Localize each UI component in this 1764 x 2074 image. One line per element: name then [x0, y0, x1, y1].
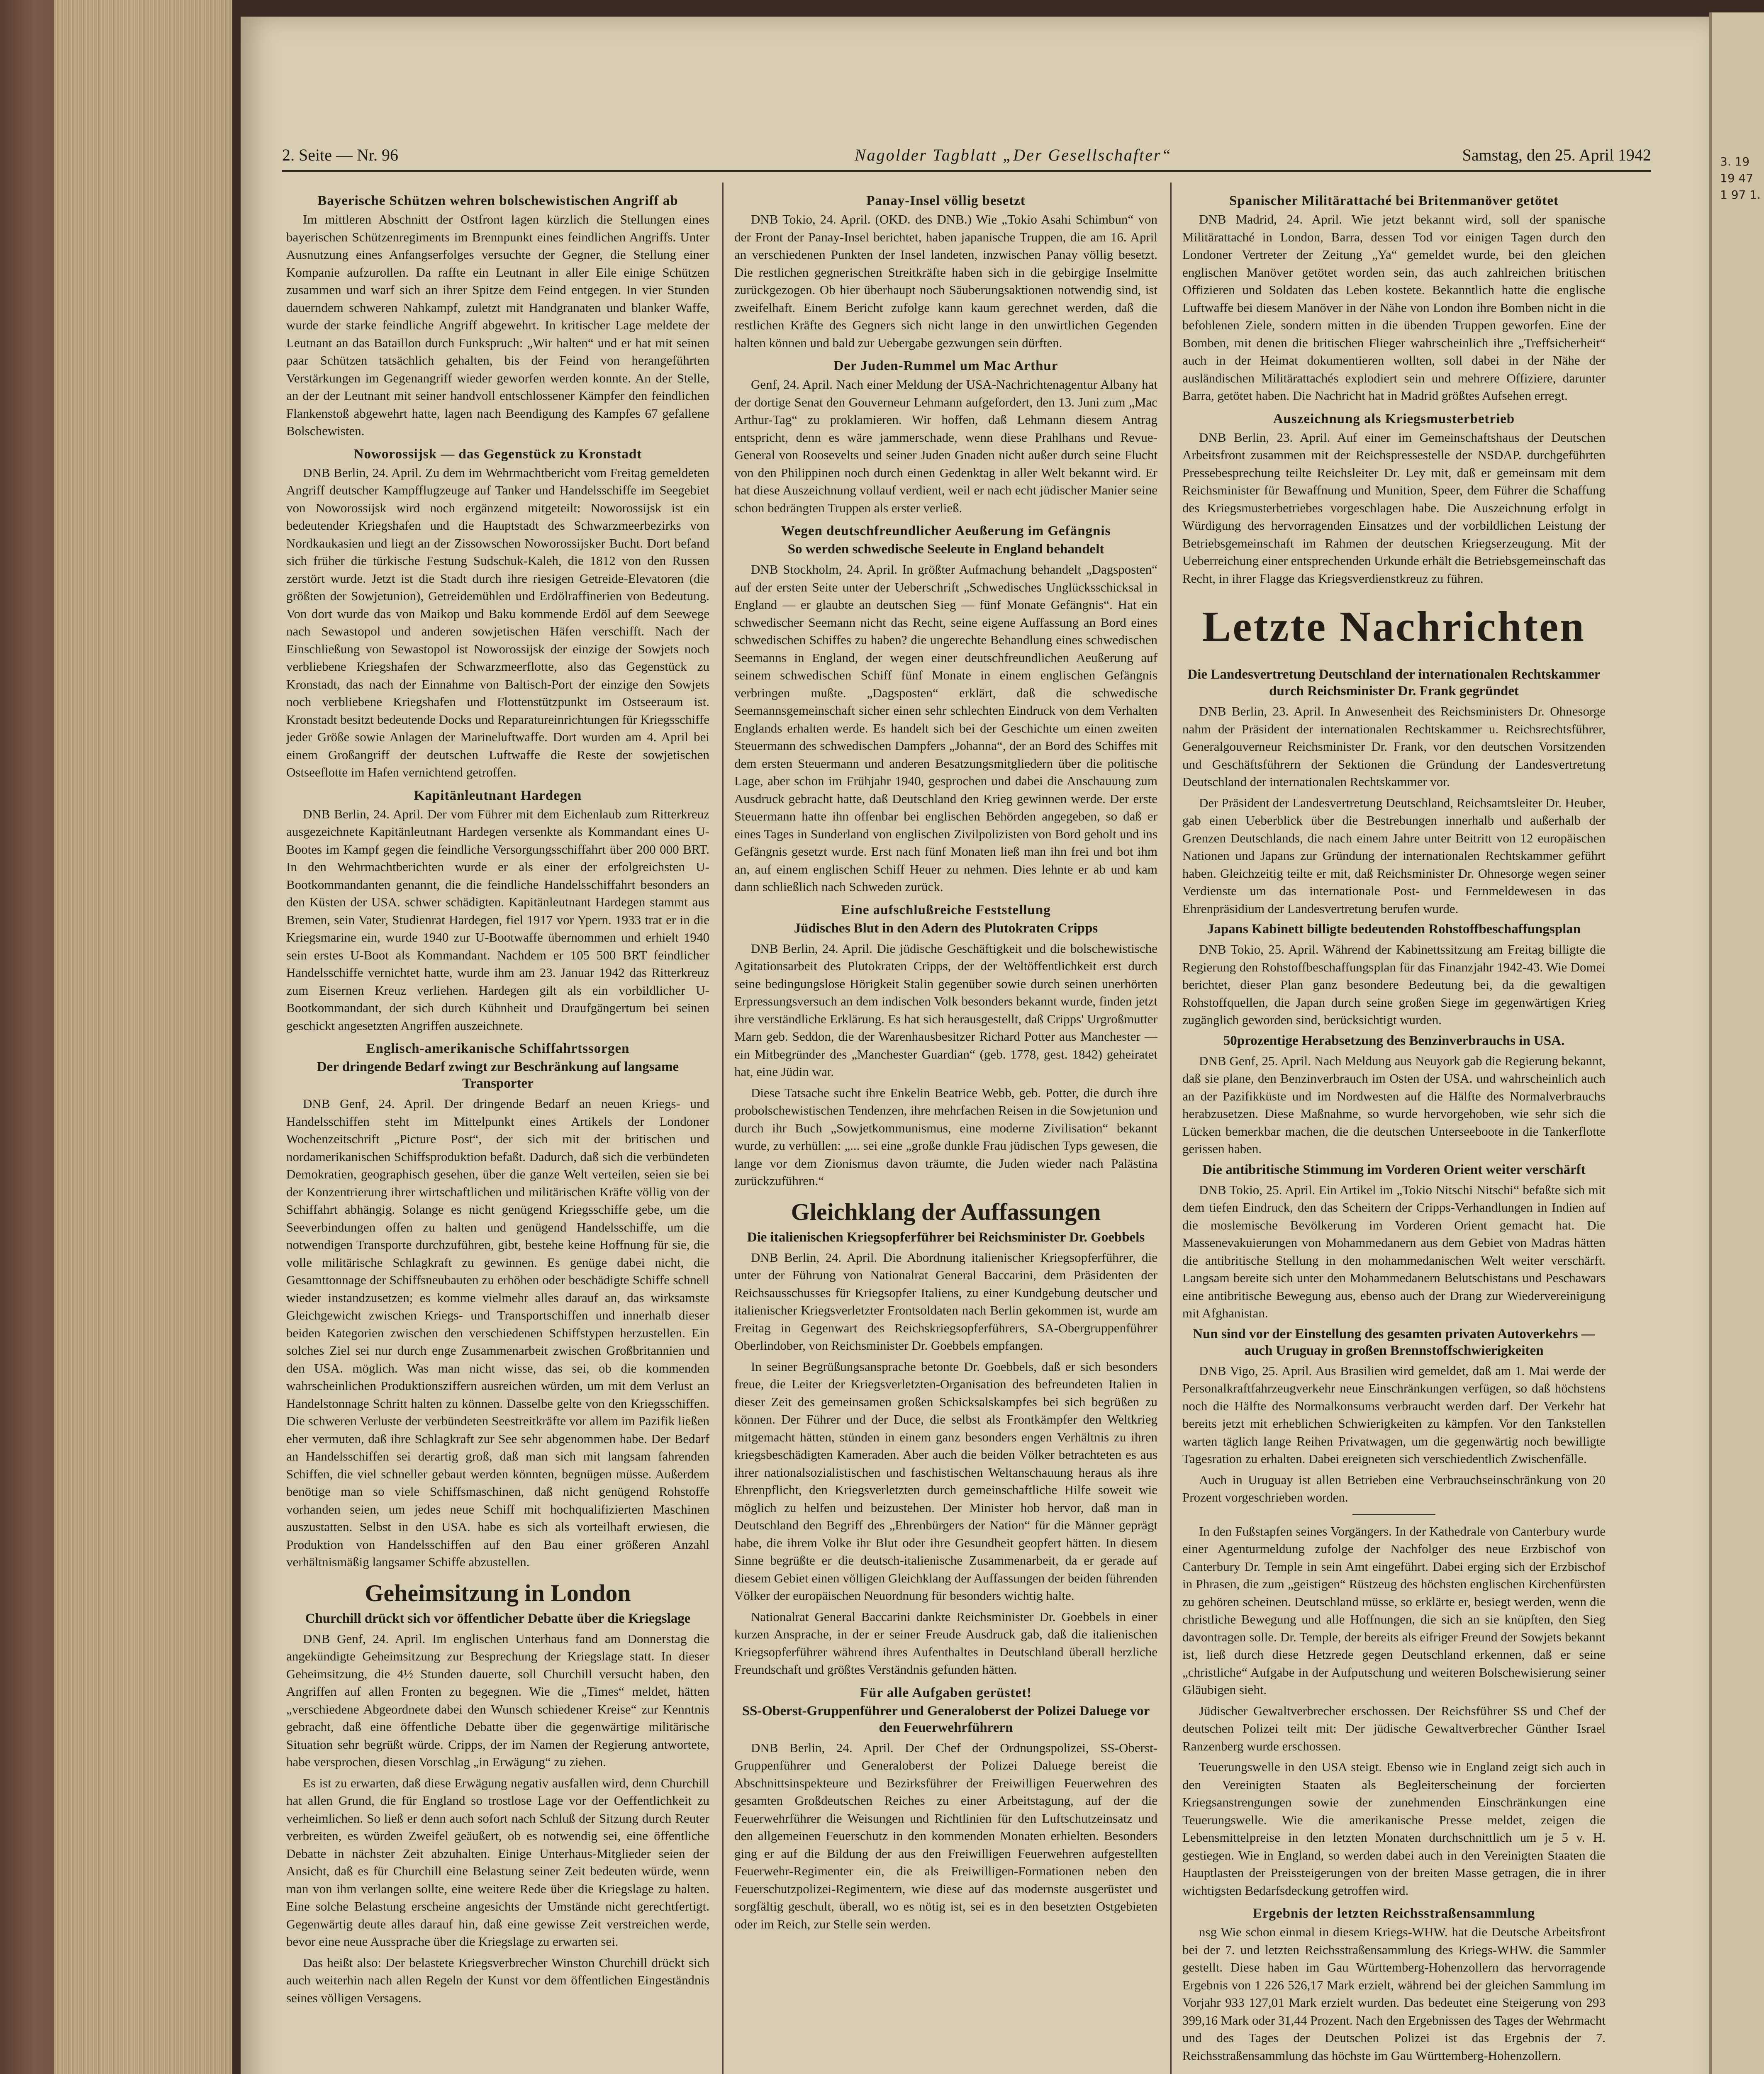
article-body: DNB Vigo, 25. April. Aus Brasilien wird gemeldet, daß am 1. Mai werde der Personalkraftfahrzeugverkehr neue Einschränkungen verfügen, so daß höchstens noch die Hälfte des Normalkonsums verbraucht werden darf. Der Verkehr hat bereits jetzt mit erheblichen Schwierigkeiten zu kämpfen. Vor den Tankstellen warten täglich lange Reihen Privatwagen, um die gegenwärtig noch bewilligte Tagesration zu erhalten. Dabei ereigneten sich verschiedentlich Zwischenfälle. — [1182, 1363, 1606, 1466]
article-body: DNB Berlin, 23. April. In Anwesenheit des Reichsministers Dr. Ohnesorge nahm der Präsident der internationalen Rechtskammer u. Reichsrechtsführer, Generalgouverneur Reichsminister Dr. Frank, vor den deutschen Vorsitzenden und Geschäftsführern der Sektionen die Gründung der Landesvertretung Deutschland der internationalen Rechtskammer vor. — [1182, 704, 1606, 789]
article-body: nsg Wie schon einmal in diesem Kriegs-WHW. hat die Deutsche Arbeitsfront bei der 7. und letzten Reichsstraßensammlung des Kriegs-WHW. die Sammler gestellt. Diese haben im Gau Württemberg-Hohenzollern das hervorragende Ergebnis von 1 226 526,17 Mark erzielt, während bei der gleichen Sammlung im Vorjahr 933 127,01 Mark erzielt wurden. Das bedeutet eine Steigerung von 293 399,16 Mark oder 31,44 Prozent. Nach den Ergebnissen des Tages der Wehrmacht und des Tages der Deutschen Polizei ist das Ergebnis der 7. Reichsstraßensammlung das höchste im Gau Württemberg-Hohenzollern. — [1182, 1925, 1606, 2063]
article-subtitle: Der dringende Bedarf zwingt zur Beschränkung auf langsame Transporter — [317, 1059, 679, 1091]
article-subtitle: Die italienischen Kriegsopferführer bei Reichsminister Dr. Goebbels — [747, 1229, 1145, 1245]
article-headline: Geheimsitzung in London — [365, 1579, 631, 1607]
article-headline: Gleichklang der Auffassungen — [791, 1198, 1101, 1225]
article-body: DNB Tokio, 25. April. Während der Kabinettssitzung am Freitag billigte die Regierung den Rohstoffbeschaffungsplan für das Finanzjahr 1942-43. Wie Domei berichtet, dieser Plan ganz besondere Bedeutung bei, da die gewaltigen Rohstoffquellen, die Japan durch seine großen Siege im gegenwärtigen Krieg zugänglich geworden sind, berücksichtigt wurden. — [1182, 942, 1606, 1027]
article-body: DNB Berlin, 24. April. Zu dem im Wehrmachtbericht vom Freitag gemeldeten Angriff deutscher Kampfflugzeuge auf Tanker und Handelsschiffe im Seegebiet von Noworossijsk wird noch ergänzend mitgeteilt: Noworossijsk ist ein bedeutender Kriegshafen und die Hauptstadt des Schwarzmeerbezirks von Nordkaukasien und liegt an der Zissowschen Noworossijsker Bucht. Dort befand sich früher die türkische Festung Sudschuk-Kaleh, die 1812 von den Russen zerstört wurde. Jetzt ist die Stadt durch ihre riesigen Getreide-Elevatoren (die größten der Sowjetunion), Getreidemühlen und Erdölraffinerien von Bedeutung. Von dort wurde das von Maikop und Baku kommende Erdöl auf dem Seewege nach Sewastopol und anderen sowjetischen Häfen verschifft. Nach der Einschließung von Sewastopol ist Noworossijsk der einzige der Sowjets noch verbliebene Kriegshafen der Schwarzmeerflotte, also das Gegenstück zu Kronstadt, das nach der Einnahme von Baltisch-Port der einzige den Sowjets noch verbliebene Kriegshafen und Flottenstützpunkt im Ostseeraum ist. Kronstadt besitzt bedeutende Docks und Reparatureinrichtungen für Kriegsschiffe jeder Größe sowie Anlagen der Marineluftwaffe. Dort wurden am 4. April bei einem Großangriff der deutschen Luftwaffe die Reste der sowjetischen Ostseeflotte im Hafen vernichtend getroffen. — [286, 465, 709, 779]
article-body: In den Fußstapfen seines Vorgängers. In der Kathedrale von Canterbury wurde einer Agenturmeldung zufolge der Nachfolger des neue Erzbischof von Canterbury Dr. Temple in sein Amt eingeführt. Dabei erging sich der Erzbischof in Phrasen, die zum „geistigen“ Rüstzeug des höchsten englischen Kirchenfürsten zu gehören scheinen. Deutschland müsse, so erklärte er, besiegt werden, wenn die christliche Bewegung und alle Hoffnungen, die sich an sie knüpften, den Sieg davontragen solle. Dr. Temple, der bereits als eifriger Freund der Sowjets bekannt ist, ließ durch diese Hetzrede gegen Deutschland erkennen, daß er seine „christliche“ Aufgabe in der Aufputschung und weiteren Bolschewisierung seiner Gläubigen sieht. — [1182, 1524, 1606, 1697]
article-subtitle: 50prozentige Herabsetzung des Benzinverbrauchs in USA. — [1223, 1033, 1565, 1048]
article-subtitle: Japans Kabinett billigte bedeutenden Rohstoffbeschaffungsplan — [1207, 922, 1581, 937]
section-headline: Letzte Nachrichten — [1202, 603, 1586, 650]
article-title: Panay-Insel völlig besetzt — [866, 193, 1026, 208]
article-body: Der Präsident der Landesvertretung Deutschland, Reichsamtsleiter Dr. Heuber, gab einen Ueberblick über die Bestrebungen innerhalb und außerhalb der Grenzen Deutschlands, die nach einem Jahre unter Beitritt von 12 europäischen Nationen und Japans zur Gründung der internationalen Rechtskammer geführt haben. Gleichzeitig teilte er mit, daß Reichsminister Dr. Ohnesorge wegen seiner Verdienste um das internationale Post- und Fernmeldewesen in das Ehrenpräsidium der Landesvertretung berufen wurde. — [1182, 795, 1606, 916]
header-masthead: Nagolder Tagblatt „Der Gesellschafter“ — [855, 146, 1172, 164]
article-subtitle: Die antibritische Stimmung im Vorderen Orient weiter verschärft — [1202, 1162, 1586, 1177]
article-body: Auch in Uruguay ist allen Betrieben eine Verbrauchseinschränkung von 20 Prozent vorgeschrieben worden. — [1182, 1472, 1606, 1504]
header-date: Samstag, den 25. April 1942 — [1462, 146, 1651, 164]
column-rule — [722, 183, 724, 2074]
separator-line — [1352, 1514, 1435, 1515]
article-body: DNB Berlin, 24. April. Der vom Führer mit dem Eichenlaub zum Ritterkreuz ausgezeichnete Kapitänleutnant Hardegen versenkte als Kommandant eines U-Bootes im Kampf gegen die feindliche Versorgungsschiffahrt über 200 000 BRT. In den Wehrmachtberichten wurde er als einer der erfolgreichsten U-Bootkommandanten genannt, die die feindliche Handelsschiffahrt besonders an den Küsten der USA. schwer schädigten. Kapitänleutnant Hardegen stammt aus Bremen, sein Vater, Studienrat Hardegen, fiel 1917 vor Ypern. 1933 trat er in die Kriegsmarine ein, wurde 1940 zur U-Bootwaffe übernommen und erhielt 1940 sein erstes U-Boot als Kommandant. Nachdem er 105 500 BRT feindlicher Handelsschiffe vernichtet hatte, wurde ihm am 23. Januar 1942 das Ritterkreuz zum Eisernen Kreuz verliehen. Hardegen gilt als ein vorbildlicher U-Bootkommandant, der sich durch Kühnheit und Draufgängertum bei seinen geschickt angesetzten Angriffen auszeichnete. — [286, 806, 709, 1033]
column-1 — [286, 187, 709, 2074]
article-body: DNB Berlin, 24. April. Die Abordnung italienischer Kriegsopferführer, die unter der Führung von Nationalrat General Baccarini, dem Präsidenten der Reichsausschusses für Kriegsopfer Italiens, zu einer Kundgebung deutscher und italienischer Kriegsverletzter Frontsoldaten nach Berlin gekommen ist, wurde am Freitag in Gegenwart des Reichskriegsopferführers, SA-Obergruppenführer Oberlindober, von Reichsminister Dr. Goebbels empfangen. — [734, 1250, 1157, 1353]
adjacent-page-fragments: 3. 19 19 47 1 97 1. — [1720, 155, 1761, 202]
article-body: Jüdischer Gewaltverbrecher erschossen. Der Reichsführer SS und Chef der deutschen Polizei teilt mit: Der jüdische Gewaltverbrecher Günther Israel Ranzenberg wurde erschossen. — [1182, 1703, 1606, 1753]
article-body: Nationalrat General Baccarini dankte Reichsminister Dr. Goebbels in einer kurzen Ansprache, in der er seiner Freude Ausdruck gab, daß die italienischen Kriegsopferführer während ihres Aufenthaltes in Deutschland überall herzliche Freundschaft und größtes Verständnis gefunden hätten. — [734, 1609, 1157, 1677]
article-subtitle: Jüdisches Blut in den Adern des Plutokraten Cripps — [794, 920, 1098, 936]
article-subtitle: Nun sind vor der Einstellung des gesamten privaten Autoverkehrs — auch Uruguay in großen Brennstoffschwierigkeiten — [1193, 1326, 1595, 1358]
article-body: DNB Berlin, 23. April. Auf einer im Gemeinschaftshaus der Deutschen Arbeitsfront zusammen mit der Reichspressestelle der NSDAP. durchgeführten Pressebesprechung teilte Reichsleiter Dr. Ley mit, daß er gemeinsam mit dem Reichsminister für Bewaffnung und Munition, Speer, dem Führer die Schaffung des Kriegsmusterbetriebes vorgeschlagen habe. Die Auszeichnung erfolgt in Würdigung des hervorragenden Einsatzes und der vorbildlichen Leistung der Betriebsgemeinschaft im Rahmen der deutschen Kriegserzeugung. Mit der Ueberreichung einer entsprechenden Urkunde erhält die Betriebsgemeinschaft das Recht, in ihrer Flagge das Kriegsverdienstkreuz zu führen. — [1182, 430, 1606, 586]
page-edges — [54, 0, 232, 2074]
article-subtitle: Churchill drückt sich vor öffentlicher Debatte über die Kriegslage — [305, 1611, 691, 1626]
article-title: Bayerische Schützen wehren bolschewistischen Angriff ab — [317, 193, 678, 208]
article-body: DNB Tokio, 24. April. (OKD. des DNB.) Wie „Tokio Asahi Schimbun“ von der Front der Panay-Insel berichtet, haben japanische Truppen, die am 16. April an verschiedenen Punkten der Insel landeten, inzwischen Panay völlig besetzt. Die restlichen gegnerischen Streitkräfte haben sich in die gebirgige Inselmitte zurückgezogen. Ob hier überhaupt noch Säuberungsaktionen notwendig sind, ist zweifelhaft. Einem Bericht zufolge kann kaum gerechnet werden, daß die restlichen Kräfte des Gegners sich nicht lange in den unwirtlichen Gegenden halten können und bald zur Uebergabe gezwungen sein dürften. — [734, 212, 1157, 350]
article-subtitle: SS-Oberst-Gruppenführer und Generaloberst der Polizei Daluege vor den Feuerwehrführern — [742, 1703, 1150, 1735]
article-body: DNB Genf, 25. April. Nach Meldung aus Neuyork gab die Regierung bekannt, daß sie plane, den Benzinverbrauch im Osten der USA. und wahrscheinlich auch an der Pazifikküste und im Nordwesten auf die Hälfte des Normalverbrauchs herabzusetzen. Diese Maßnahme, so wurde hervorgehoben, wie sehr sich die Lücken bemerkbar machen, die die deutschen Unterseeboote in die Tankerflotte gerissen haben. — [1182, 1053, 1606, 1156]
article-title: Wegen deutschfreundlicher Aeußerung im Gefängnis — [781, 523, 1111, 538]
article-body: DNB Genf, 24. April. Im englischen Unterhaus fand am Donnerstag die angekündigte Geheimsitzung zur Besprechung der Kriegslage statt. In dieser Geheimsitzung, die 4½ Stunden dauerte, soll Churchill versucht haben, den Angriffen auf allen Fronten zu begegnen. Wie die „Times“ meldet, hätten „verschiedene Abgeordnete dabei den Wunsch schiedener Kreise“ zur Kenntnis gebracht, daß eine öffentliche Debatte über die gegenwärtige militärische Situation sehr begrüßt würde. Cripps, der im Namen der Regierung antwortete, habe versprochen, diesen Vorschlag „in Erwägung“ zu ziehen. — [286, 1631, 709, 1769]
article-body: Diese Tatsache sucht ihre Enkelin Beatrice Webb, geb. Potter, die durch ihre probolschewistischen Tendenzen, ihre mehrfachen Reisen in die Sowjetunion und durch ihr Buch „Sowjetkommunismus, eine moderne Zivilisation“ bekannt wurde, zu verhüllen: „... sei eine „große dunkle Frau jüdischen Typs gewesen, die lange vor dem Zionismus davon träumte, die Juden wieder nach Palästina zurückzuführen.“ — [734, 1085, 1157, 1188]
article-body: DNB Stockholm, 24. April. In größter Aufmachung behandelt „Dagsposten“ auf der ersten Seite unter der Ueberschrift „Schwedisches Unglücksschicksal in England — er glaubte an deutschen Sieg — fünf Monate Gefängnis“. Hat ein schwedischer Seemann nicht das Recht, seine eigene Auffassung an Bord eines schwedischen Schiffes zu haben? die ungerechte Behandlung eines schwedischen Seemanns in England, der wegen einer deutschfreundlichen Aeußerung auf seinem schwedischen Schiff fünf Monate in einem englischen Gefängnis verbringen mußte. „Dagsposten“ erklärt, daß die schwedische Seemannsgemeinschaft sicher einen sehr schlechten Eindruck von dem Verhalten Englands erhalten werde. Es handelt sich bei der Geschichte um einen zweiten Steuermann des schwedischen Dampfers „Johanna“, der an Bord des Schiffes mit dem ersten Steuermann und anderen Besatzungsmitgliedern über die politische Lage, aber schon im Frühjahr 1940, gesprochen und dabei die Anschauung zum Ausdruck gebracht hatte, daß Deutschland den Krieg gewinnen werde. Der erste Steuermann hatte ihn offenbar bei englischen Behörden angegeben, so daß er eines Tages in Sunderland von englischen Zivilpolizisten von Bord geholt und ins Gefängnis gesetzt wurde. Erst nach fünf Monaten ließ man ihn frei und bot ihm an, auf einem englischen Schiff Heuer zu nehmen. Dies lehnte er ab und kam dann schließlich nach Schweden zurück. — [734, 562, 1157, 894]
article-title: Noworossijsk — das Gegenstück zu Kronstadt — [353, 446, 642, 462]
column-2 — [734, 187, 1157, 2074]
article-subtitle: Die Landesvertretung Deutschland der internationalen Rechtskammer durch Reichsminister Dr. Frank gegründet — [1187, 667, 1601, 699]
article-body: Im mittleren Abschnitt der Ostfront lagen kürzlich die Stellungen eines bayerischen Schützenregiments im Brennpunkt eines feindlichen Angriffs. Unter Ausnutzung eines Anfangserfolges versuchte der Gegner, die Stellung einer Kompanie aufzurollen. Da raffte ein Leutnant in aller Eile einige Schützen zusammen und warf sich an ihrer Spitze dem Feind entgegen. In vier Stunden dauerndem schweren Nahkampf, zuletzt mit Handgranaten und blanker Waffe, wurde der starke feindliche Angriff abgewehrt. In kritischer Lage meldete der Leutnant an das Bataillon durch Funkspruch: „Wir halten“ und er hat mit seinen paar Schützen tatsächlich gehalten, bis der Feind von herangeführten Verstärkungen im Gegenangriff wieder geworfen werden konnte. An der Stelle, an der der Leutnant mit seiner handvoll entschlossener Kämpfer den feindlichen Flankenstoß abgewehrt hatte, lagen nach Beendigung des Kampfes 67 gefallene Bolschewisten. — [286, 212, 709, 438]
page-header — [282, 141, 1651, 172]
article-title: Ergebnis der letzten Reichsstraßensammlung — [1252, 1906, 1535, 1921]
article-subtitle: So werden schwedische Seeleute in England behandelt — [787, 542, 1104, 557]
article-body: Es ist zu erwarten, daß diese Erwägung negativ ausfallen wird, denn Churchill hat allen Grund, die für England so trostlose Lage vor der Oeffentlichkeit zu verheimlichen. So ließ er denn auch sofort nach Schluß der Sitzung durch Reuter verbreiten, es würden Zweifel geäußert, ob es notwendig sei, eine öffentliche Debatte in nächster Zeit abzuhalten. Einige Unterhaus-Mitglieder seien der Ansicht, daß es für Churchill eine Belastung seiner Zeit bedeuten würde, wenn man von ihm verlangen sollte, eine weitere Rede über die Kriegslage zu halten. Eine solche Belastung erscheine angesichts der Umstände nicht gerechtfertigt. Gegenwärtig deute alles darauf hin, daß eine gewisse Zeit verstreichen werde, bevor eine neue Aussprache über die Kriegslage zu erwarten sei. — [286, 1775, 709, 1949]
article-title: Spanischer Militärattaché bei Britenmanöver getötet — [1229, 193, 1559, 208]
article-title: Für alle Aufgaben gerüstet! — [860, 1685, 1032, 1700]
article-title: Der Juden-Rummel um Mac Arthur — [833, 358, 1058, 373]
article-body: Das heißt also: Der belastete Kriegsverbrecher Winston Churchill drückt sich auch weiterhin nach allen Regeln der Kunst vor dem öffentlichen Eingeständnis seines völligen Versagens. — [286, 1955, 709, 2005]
article-body: DNB Madrid, 24. April. Wie jetzt bekannt wird, soll der spanische Militärattaché in London, Barra, dessen Tod vor einigen Tagen durch den Londoner Vertreter der Zeitung „Ya“ gemeldet wurde, bei den gleichen englischen Manöver getötet worden sein, das auch zahlreichen britischen Offizieren und Soldaten das Leben kostete. Bekanntlich hatte die englische Luftwaffe bei diesem Manöver in der Nähe von London ihre Bomben nicht in die befohlenen Ziele, sondern mitten in die übenden Truppen geworfen. Eine der Bomben, mit denen die britischen Flieger wahrscheinlich ihre „Treffsicherheit“ auch in der Heimat dokumentieren wollten, soll dabei in der Nähe der ausländischen Militärattachés explodiert sein und mehrere Offiziere, darunter Barra, getötet haben. Die Nachricht hat in Madrid größtes Aufsehen erregt. — [1182, 212, 1606, 403]
article-title: Kapitänleutnant Hardegen — [414, 788, 582, 803]
article-title: Englisch-amerikanische Schiffahrtssorgen — [366, 1041, 630, 1056]
column-3 — [1182, 187, 1606, 2074]
header-page-number: 2. Seite — Nr. 96 — [282, 146, 398, 164]
article-body: In seiner Begrüßungsansprache betonte Dr. Goebbels, daß er sich besonders freue, die Leiter der Kriegsverletzten-Organisation des befreundeten Italien in dieser Zeit des gemeinsamen großen Schicksalskampfes bei sich begrüßen zu können. Der Führer und der Duce, die selbst als Frontkämpfer den Weltkrieg mitgemacht hätten, stünden in einem ganz besonders engen Verhältnis zu ihren kriegsbeschädigten Kameraden. Aber auch die beiden Völker betrachteten es aus ihrer nationalsozialistischen und faschistischen Weltanschauung heraus als ihre Ehrenpflicht, den Kriegsverletzten durch gemeinschaftliche Hilfe soweit wie möglich zu helfen und beizustehen. Der Minister hob hervor, daß man in Deutschland den Begriff des „Ehrenbürgers der Nation“ für die Männer geprägt habe, die ihrem Volke ihr Blut oder ihre Gesundheit geopfert hätten. In diesem Sinne begrüßte er die deutsch-italienische Zusammenarbeit, da er gerade auf diesem Gebiet einen völligen Gleichklang der Auffassungen der beiden führenden Völker der europäischen Neuordnung für besonders wichtig halte. — [734, 1359, 1157, 1603]
adjacent-page-edge — [1709, 12, 1764, 2074]
article-body: Genf, 24. April. Nach einer Meldung der USA-Nachrichtenagentur Albany hat der dortige Senat den Gouverneur Lehmann aufgefordert, den 13. Juni zum „Mac Arthur-Tag“ zu proklamieren. Wir hoffen, daß Lehmann diesem Antrag entspricht, denn es wäre jammerschade, wenn diese Prahlhans und Revue-General von Roosevelts und seiner Juden Gnaden nicht außer durch seine Flucht von den Philippinen noch durch einen Gedenktag in aller Welt bekannt wird. Er hat diese Auszeichnung vollauf verdient, weil er nach echt jüdischer Manier seine schon bedrängten Truppen als erster verließ. — [734, 377, 1157, 515]
article-body: DNB Genf, 24. April. Der dringende Bedarf an neuen Kriegs- und Handelsschiffen steht im Mittelpunkt eines Artikels der Londoner Wochenzeitschrift „Picture Post“, der sich mit der britischen und nordamerikanischen Schiffsproduktion befaßt. Dadurch, daß sich die verbündeten Demokratien, geographisch gesehen, über die ganze Welt verteilen, seien sie bei der Konzentrierung ihrer wirtschaftlichen und militärischen Kräfte völlig von der Schiffahrt abhängig. Solange es nicht genügend Kriegsschiffe gebe, um die Seeverbindungen offen zu halten und genügend Handelsschiffe, um die notwendigen Transporte durchzuführen, gibt, bestehe keine Hoffnung für sie, die volle militärische Schlagkraft zu gewinnen. Es genüge dabei nicht, die Gesamttonnage der Schiffsneubauten zu erhöhen oder beschädigte Schiffe schnell wieder instandzusetzen; es komme vielmehr alles darauf an, das wirksamste Gleichgewicht zwischen Kriegs- und Transportschiffen und innerhalb dieser beiden Kategorien zwischen den verschiedenen Schiffstypen herzustellen. Ein solches Ziel sei nur durch enge Zusammenarbeit zwischen Großbritannien und den USA. möglich. Was man nicht wisse, das sei, ob die kommenden wahrscheinlichen Produktionsziffern ausreichen würden, um mit dem Verlust an Handelstonnage Schritt halten zu können. Dasselbe gelte von den Kriegsschiffen. Die schweren Verluste der verbündeten Seestreitkräfte vor allem im Pazifik ließen eher vermuten, daß ihre Schlagkraft zur See sehr abgenommen habe. Der Bedarf an Handelsschiffen sei derartig groß, daß man sich mit langsam fahrenden Schiffen, die viel schneller gebaut werden könnten, begnügen müsse. Außerdem benötige man so viele Schiffsmaschinen, daß nicht genügend Rohstoffe vorhanden seien, um jedes neue Schiff mit hochqualifizierten Maschinen auszustatten. Selbst in den USA. habe es sich als vorteilhaft erwiesen, die Produktion von Handelsschiffen auf den Bau einer größeren Anzahl verhältnismäßig langsamer Schiffe abzustellen. — [286, 1096, 709, 1569]
article-title: Eine aufschlußreiche Feststellung — [841, 902, 1051, 918]
article-body: DNB Berlin, 24. April. Die jüdische Geschäftigkeit und die bolschewistische Agitationsarbeit des Plutokraten Cripps, der der Weltöffentlichkeit erst durch seine bedingungslose Hörigkeit Stalin gegenüber sowie durch seinen unerhörten Erpressungsversuch an dem indischen Volk besonders bekannt wurde, finden jetzt ihre verständliche Erklärung. Es hat sich herausgestellt, daß Cripps' Urgroßmutter Marn geb. Seddon, die der Warenhausbesitzer Richard Potter aus Manchester — ein Mitbegründer des „Manchester Guardian“ (geb. 1778, gest. 1842) geheiratet hat, eine Jüdin war. — [734, 941, 1157, 1079]
article-body: DNB Tokio, 25. April. Ein Artikel im „Tokio Nitschi Nitschi“ befaßte sich mit dem tiefen Eindruck, den das Scheitern der Cripps-Verhandlungen in Indien auf die moslemische Bevölkerung im Vorderen Orient gemacht hat. Die Massenevakuierungen von Mohammedanern aus dem Gebiet von Madras hätten die antibritische Stellung in den mohammedanischen Welt weiter verschärft. Langsam bereite sich unter den Mohammedanern Belutschistans und Peschawars eine antibritische Bewegung aus, ebenso auch der Drang zur Wiedervereinigung mit Afghanistan. — [1182, 1182, 1606, 1320]
newspaper-page — [241, 17, 1709, 2074]
article-body: DNB Berlin, 24. April. Der Chef der Ordnungspolizei, SS-Oberst-Gruppenführer und Generaloberst der Polizei Daluege bereist die Abschnittsinspekteure und Bezirksführer der Freiwilligen Feuerwehren des gesamten Großdeutschen Reiches zu einer Arbeitstagung, auf der die Feuerwehrführer die Weisungen und Richtlinien für den Luftschutzeinsatz und den allgemeinen Feuerschutz in den kommenden Monaten erhielten. Besonders ging er auf die Bildung der aus den Freiwilligen Feuerwehren aufgestellten Feuerwehr-Regimenter ein, die als Freiwilligen-Formationen neben den Feuerschutzpolizei-Regimentern, wie diese auf das modernste ausgerüstet und sorgfältig geschult, überall, wo es nötig ist, sei es in den besetzten Ostgebieten oder im Reich, zur Stelle sein werden. — [734, 1740, 1157, 1931]
article-body: Teuerungswelle in den USA steigt. Ebenso wie in England zeigt sich auch in den Vereinigten Staaten als Begleiterscheinung der forcierten Kriegsanstrengungen sowie der zunehmenden Einschränkungen eine Teuerungswelle. Wie die amerikanische Presse meldet, zeigen die Lebensmittelpreise in den letzten Monaten durchschnittlich um je 5 v. H. gestiegen. Wie in England, so werden dabei auch in den Vereinigten Staaten die Hauptlasten der Preissteigerungen von der breiten Masse getragen, die in ihrer wichtigsten Bedarfsdeckung getroffen wird. — [1182, 1760, 1606, 1898]
article-title: Auszeichnung als Kriegsmusterbetrieb — [1273, 411, 1515, 426]
column-rule — [1170, 183, 1172, 2074]
